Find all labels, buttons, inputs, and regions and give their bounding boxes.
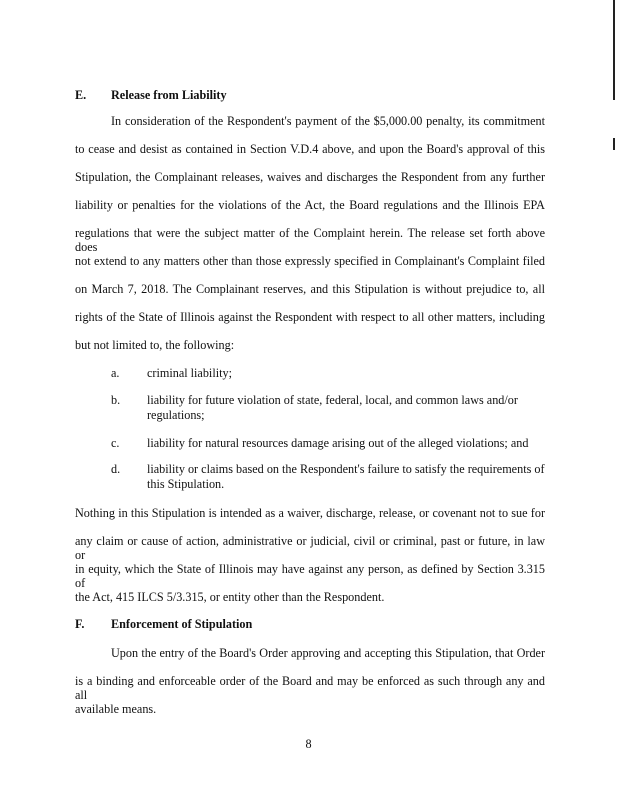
list-text: liability or claims based on the Respondent's failure to satisfy the requirements of this Stipulation. (147, 462, 545, 491)
list-label: b. (111, 393, 121, 407)
paragraph-line: In consideration of the Respondent's payment of the $5,000.00 penalty, its commitment (111, 114, 545, 128)
paragraph-line: on March 7, 2018. The Complainant reserves, and this Stipulation is without prejudice to, all (75, 282, 545, 296)
paragraph-line: to cease and desist as contained in Section V.D.4 above, and upon the Board's approval of this (75, 142, 545, 156)
section-e-heading: E. Release from Liability (75, 88, 227, 102)
page-number: 8 (305, 737, 312, 751)
list-text: liability for future violation of state, federal, local, and common laws and/or regulations; (147, 393, 518, 422)
paragraph-line: but not limited to, the following: (75, 338, 235, 352)
paragraph-line: Stipulation, the Complainant releases, waives and discharges the Respondent from any further (75, 170, 545, 184)
scan-edge-line (613, 0, 615, 100)
list-label: a. (111, 366, 120, 380)
list-text: liability for natural resources damage arising out of the alleged violations; and (147, 436, 529, 450)
paragraph-line: Upon the entry of the Board's Order approving and accepting this Stipulation, that Order (111, 646, 545, 660)
paragraph-line: available means. (75, 702, 157, 716)
paragraph-line: any claim or cause of action, administrative or judicial, civil or criminal, past or future, in law or (75, 534, 545, 562)
paragraph-line: the Act, 415 ILCS 5/3.315, or entity other than the Respondent. (75, 590, 385, 604)
paragraph-line: Nothing in this Stipulation is intended as a waiver, discharge, release, or covenant not to sue for (75, 506, 545, 520)
paragraph-line: is a binding and enforceable order of the Board and may be enforced as such through any and all (75, 674, 545, 702)
list-text: criminal liability; (147, 366, 232, 380)
list-label: d. (111, 462, 121, 476)
paragraph-line: rights of the State of Illinois against the Respondent with respect to all other matters, including (75, 310, 545, 324)
paragraph-line: regulations that were the subject matter of the Complaint herein. The release set forth above does (75, 226, 545, 254)
paragraph-line: not extend to any matters other than those expressly specified in Complainant's Complaint filed (75, 254, 545, 268)
paragraph-line: liability or penalties for the violations of the Act, the Board regulations and the Illinois EPA (75, 198, 545, 212)
list-label: c. (111, 436, 120, 450)
scan-edge-mark (613, 138, 615, 150)
section-f-heading: F. Enforcement of Stipulation (75, 617, 253, 631)
paragraph-line: in equity, which the State of Illinois may have against any person, as defined by Section 3.315 of (75, 562, 545, 590)
